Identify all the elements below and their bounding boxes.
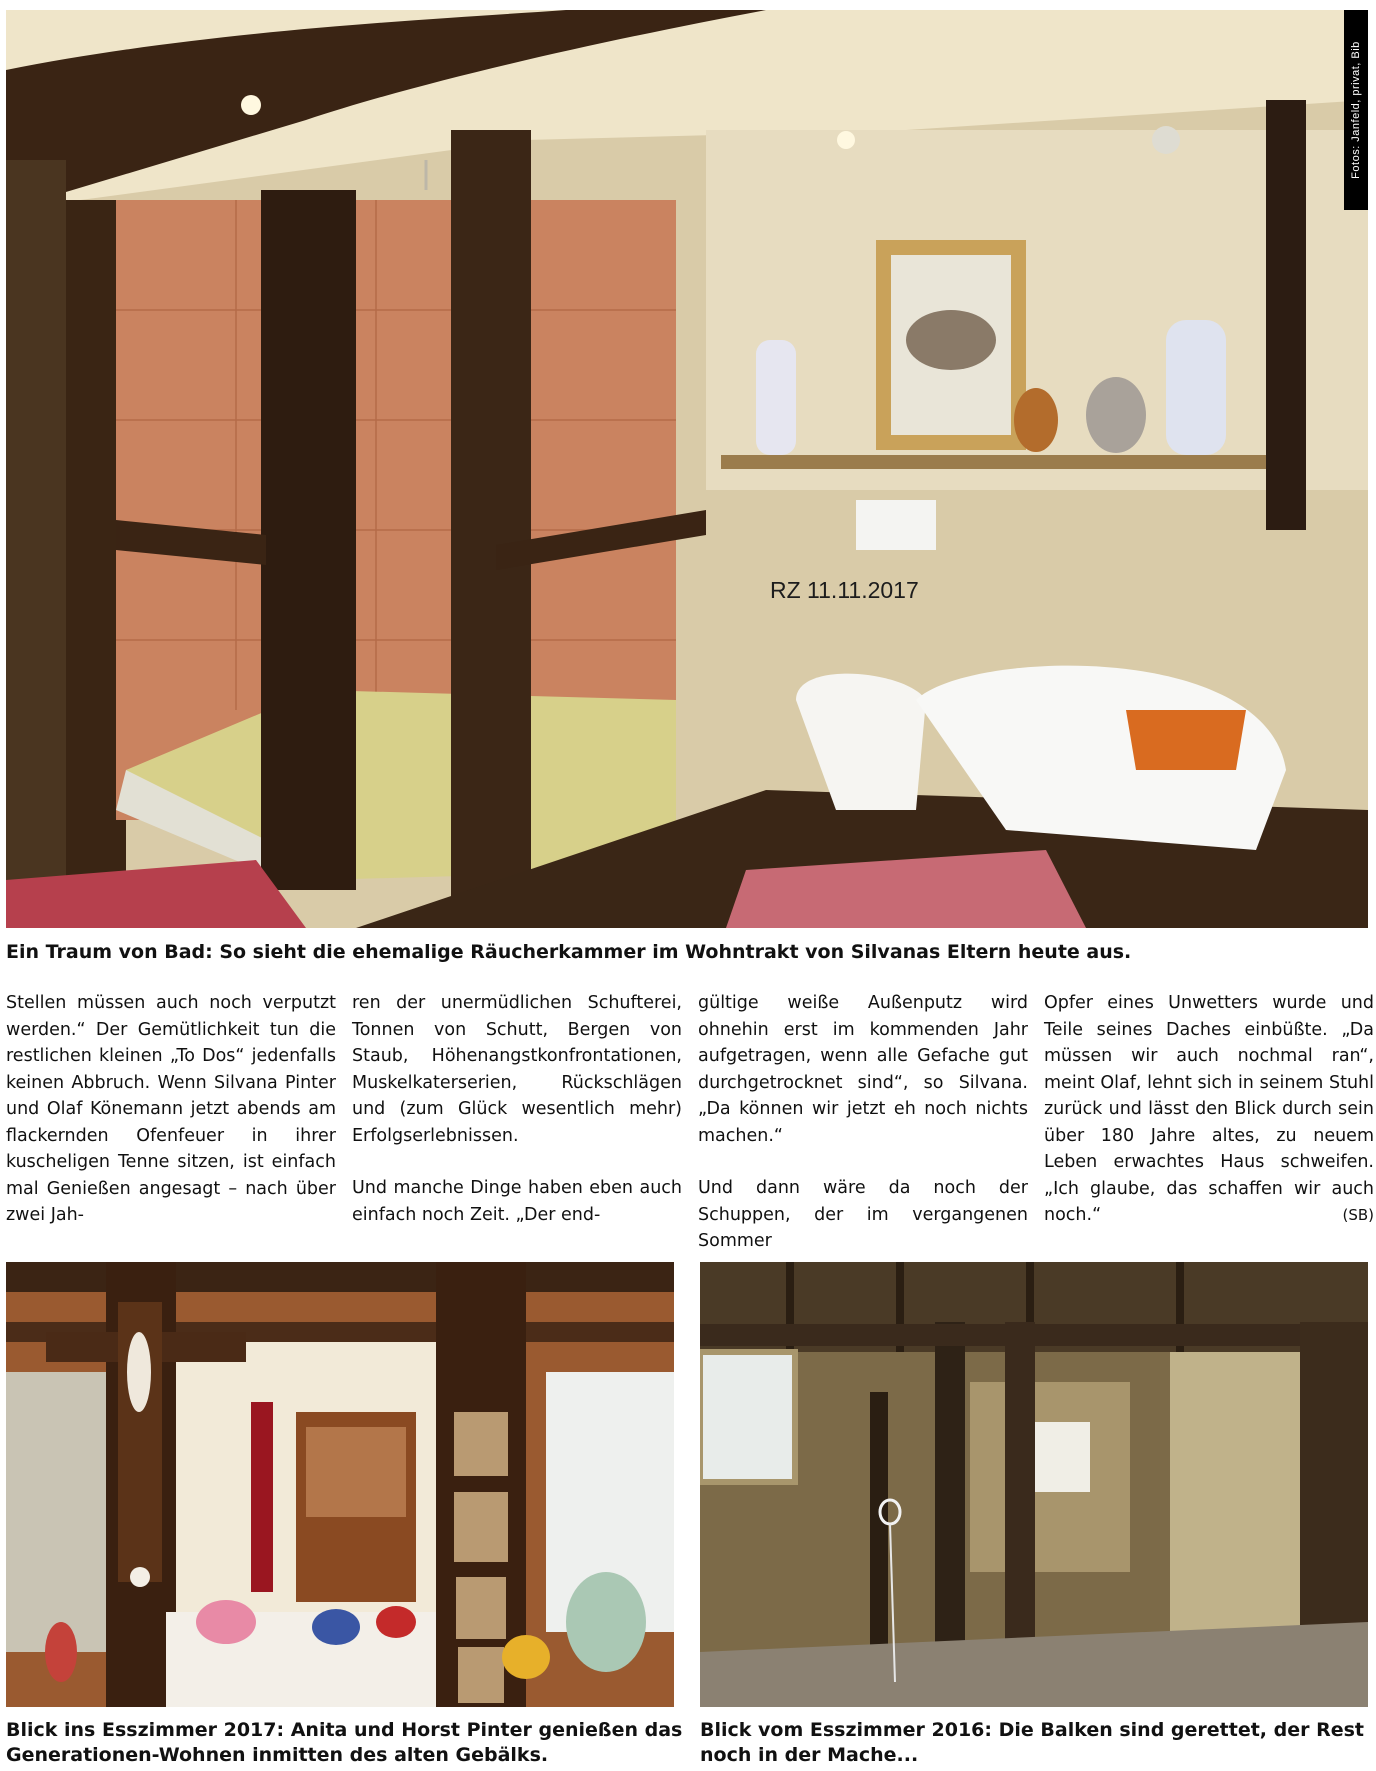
paragraph: Und dann wäre da noch der Schuppen, der im vergangenen Sommer	[698, 1178, 1028, 1251]
renovation-photo-caption: Blick vom Esszimmer 2016: Die Balken sind gerettet, der Rest noch in der Mache...	[700, 1719, 1365, 1766]
paragraph: ren der unermüdlichen Schufterei, Tonnen von Schutt, Bergen von Staub, Höhenangstkonfrontationen, Muskelkaterserien, Rückschlägen und (zum Glück wesentlich mehr) Erfolgserlebnissen.	[352, 993, 682, 1146]
bathroom-photo	[6, 10, 1368, 928]
renovation-illustration	[700, 1262, 1368, 1707]
paragraph: Stellen müssen auch noch verputzt werden.“ Der Gemütlichkeit tun die restlichen kleinen „To Dos“ jedenfalls keinen Abbruch. Wenn Silvana Pinter und Olaf Könemann jetzt abends am flackernden Ofenfeuer in ihrer kuscheligen Tenne sitzen, ist einfach mal Genießen angesagt – nach über zwei Jah-	[6, 993, 336, 1225]
main-photo-caption: Ein Traum von Bad: So sieht die ehemalige Räucherkammer im Wohntrakt von Silvanas Eltern heute aus.	[6, 941, 1132, 963]
photo-credit-text: Fotos: Janfeld, privat, Bib	[1350, 41, 1362, 179]
paragraph: Und manche Dinge haben eben auch einfach noch Zeit. „Der end-	[352, 1178, 682, 1225]
renovation-photo	[700, 1262, 1368, 1707]
bathroom-illustration	[6, 10, 1368, 928]
article-column-3	[698, 990, 1028, 1281]
paragraph-text: Opfer eines Unwetters wurde und Teile seines Daches einbüßte. „Da müssen wir auch nochmal ran“, meint Olaf, lehnt sich in seinem Stuhl zurück und lässt den Blick durch sein über 180 Jahre altes, zu neuem Leben erwachtes Haus schweifen. „Ich glaube, das schaffen wir auch noch.“	[1044, 993, 1374, 1225]
article-column-2	[352, 990, 682, 1254]
paragraph: gültige weiße Außenputz wird ohnehin erst im kommenden Jahr aufgetragen, wenn alle Gefache gut durchgetrocknet sind“, so Silvana. „Da können wir jetzt eh noch nichts machen.“	[698, 993, 1028, 1146]
author-signature: (SB)	[1342, 1206, 1374, 1224]
article-column-1	[6, 990, 336, 1255]
photo-credit	[1344, 10, 1368, 210]
dining-room-photo	[6, 1262, 674, 1707]
date-stamp: RZ 11.11.2017	[770, 577, 919, 603]
paragraph	[1044, 990, 1374, 1229]
article-column-4	[1044, 990, 1374, 1255]
dining-room-illustration	[6, 1262, 674, 1707]
dining-photo-caption: Blick ins Esszimmer 2017: Anita und Horst Pinter genießen das Generationen-Wohnen inmitten des alten Gebälks.	[6, 1719, 683, 1766]
